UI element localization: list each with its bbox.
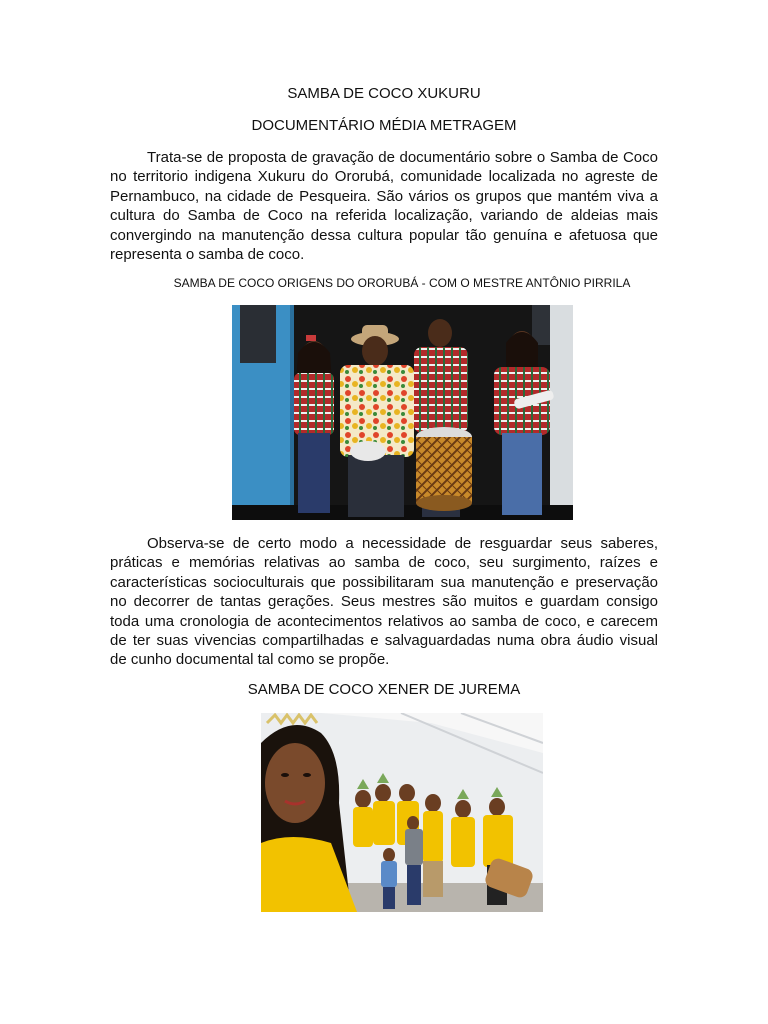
intro-paragraph: Trata-se de proposta de gravação de documentário sobre o Samba de Coco no territorio indigena Xukuru do Ororubá, comunidade localizada no agreste de Pernambuco, na cidade de Pesqueira. São vários os grupos que mantém viva a cultura do Samba de Coco na referida localização, variando de aldeias mais convergindo na manutenção dessa cultura popular tão genuína e afetuosa que representa o samba de coco.: [110, 149, 658, 264]
section-heading-xener-de-jurema: SAMBA DE COCO XENER DE JUREMA: [247, 681, 521, 698]
group-photo-xener-de-jurema: [261, 713, 543, 912]
group-photo-origens-ororuba: [232, 305, 573, 520]
photo-caption: SAMBA DE COCO ORIGENS DO ORORUBÁ - COM O MESTRE ANTÔNIO PIRRILA: [173, 276, 631, 290]
document-subtitle: DOCUMENTÁRIO MÉDIA METRAGEM: [251, 117, 517, 134]
context-paragraph: Observa-se de certo modo a necessidade de resguardar seus saberes, práticas e memórias relativas ao samba de coco, seu surgimento, raízes e características socioculturais que possibilitaram sua manutenção e preservação no decorrer de tantas gerações. Seus mestres são muitos e guardam consigo toda uma cronologia de acontecimentos relativos ao samba de coco, e carecem de ter suas vivencias compartilhadas e salvaguardadas numa obra áudio visual de cunho documental tal como se propõe.: [110, 535, 658, 669]
document-title: SAMBA DE COCO XUKURU: [287, 85, 481, 102]
